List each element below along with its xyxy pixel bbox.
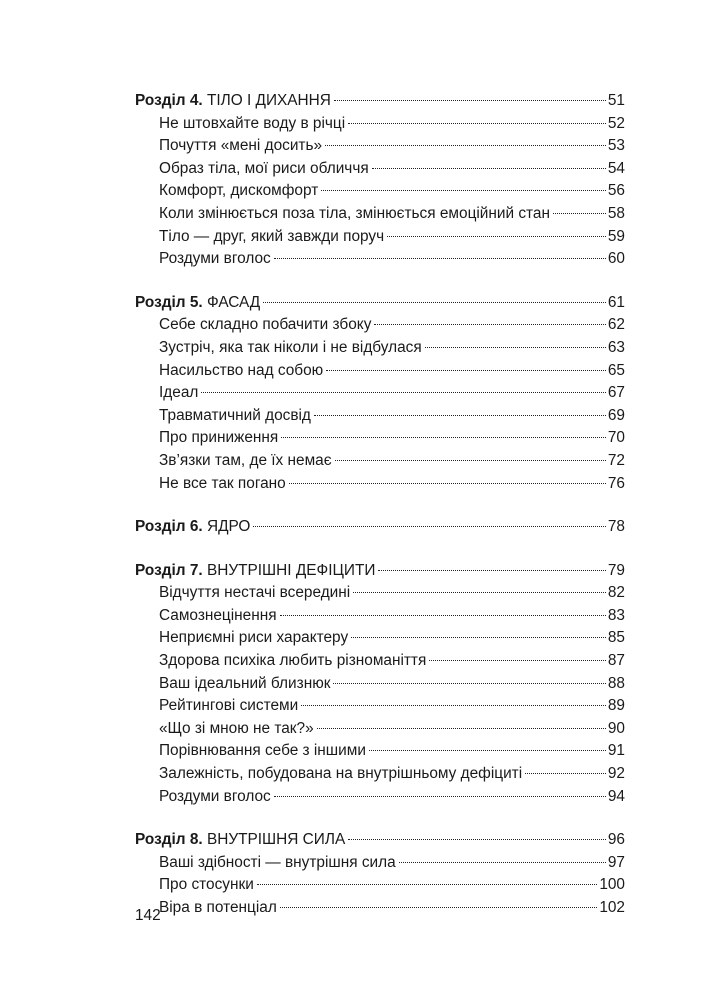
- subsection-page-number: 97: [607, 853, 625, 871]
- subsection-page-number: 59: [607, 227, 625, 245]
- subsection-page-number: 60: [607, 250, 625, 268]
- subsection-entry: [135, 718, 625, 741]
- dot-leader: [257, 884, 598, 885]
- table-of-contents: [135, 90, 625, 941]
- chapter-prefix: Розділ 5.: [135, 293, 203, 311]
- dot-leader: [314, 415, 606, 416]
- subsection-entry: [135, 673, 625, 696]
- subsection-entry: [135, 582, 625, 605]
- dot-leader: [333, 683, 605, 684]
- chapter-page-number: 96: [607, 831, 625, 849]
- chapter-entry: [135, 292, 625, 315]
- dot-leader: [317, 728, 606, 729]
- dot-leader: [387, 236, 606, 237]
- chapter-prefix: Розділ 4.: [135, 92, 203, 109]
- subsection-page-number: 90: [607, 719, 625, 737]
- subsection-page-number: 85: [607, 629, 625, 647]
- subsection-entry: [135, 158, 625, 181]
- dot-leader: [351, 637, 606, 638]
- dot-leader: [348, 123, 606, 124]
- subsection-title: Зв’язки там, де їх немає: [159, 451, 332, 469]
- subsection-entry: [135, 627, 625, 650]
- chapter-title: ФАСАД: [206, 293, 261, 311]
- subsection-entry: [135, 605, 625, 628]
- subsection-title: Відчуття нестачі всередині: [159, 584, 351, 602]
- chapter-entry: [135, 560, 625, 583]
- dot-leader: [301, 705, 606, 706]
- toc-section: [135, 90, 625, 271]
- chapter-page-number: 51: [607, 92, 625, 109]
- subsection-page-number: 82: [607, 584, 625, 602]
- subsection-entry: [135, 740, 625, 763]
- dot-leader: [280, 615, 606, 616]
- subsection-page-number: 62: [607, 316, 625, 334]
- chapter-heading: [135, 90, 331, 113]
- dot-leader: [374, 324, 605, 325]
- subsection-title: Ваші здібності — внутрішня сила: [159, 853, 396, 871]
- subsection-page-number: 70: [607, 429, 625, 447]
- subsection-entry: [135, 786, 625, 809]
- dot-leader: [326, 370, 606, 371]
- dot-leader: [289, 483, 606, 484]
- subsection-entry: [135, 450, 625, 473]
- subsection-page-number: 69: [607, 406, 625, 424]
- subsection-page-number: 88: [607, 674, 625, 692]
- subsection-title: Про стосунки: [159, 876, 254, 894]
- subsection-entry: [135, 405, 625, 428]
- chapter-entry: [135, 829, 625, 852]
- subsection-page-number: 67: [607, 384, 625, 402]
- chapter-heading: [135, 516, 250, 539]
- subsection-title: Травматичний досвід: [159, 406, 311, 424]
- toc-section: [135, 560, 625, 809]
- chapter-prefix: Розділ 6.: [135, 518, 203, 536]
- chapter-entry: [135, 90, 625, 113]
- subsection-page-number: 102: [599, 899, 625, 916]
- subsection-title: Ідеал: [159, 384, 199, 402]
- chapter-title: ЯДРО: [206, 518, 251, 536]
- subsection-title: «Що зі мною не так?»: [159, 719, 314, 737]
- subsection-entry: [135, 650, 625, 673]
- toc-section: [135, 516, 625, 539]
- subsection-page-number: 63: [607, 338, 625, 356]
- subsection-entry: [135, 337, 625, 360]
- subsection-page-number: 52: [607, 114, 625, 132]
- subsection-entry: [135, 314, 625, 337]
- dot-leader: [281, 437, 606, 438]
- chapter-prefix: Розділ 8.: [135, 831, 203, 849]
- dot-leader: [325, 145, 606, 146]
- subsection-page-number: 76: [607, 474, 625, 492]
- dot-leader: [274, 796, 606, 797]
- subsection-page-number: 94: [607, 787, 625, 805]
- chapter-prefix: Розділ 7.: [135, 561, 203, 579]
- chapter-title: ВНУТРІШНЯ СИЛА: [206, 831, 346, 849]
- subsection-entry: [135, 180, 625, 203]
- subsection-entry: [135, 113, 625, 136]
- subsection-entry: [135, 226, 625, 249]
- subsection-title: Себе складно побачити збоку: [159, 316, 372, 334]
- subsection-page-number: 83: [607, 606, 625, 624]
- subsection-page-number: 100: [599, 876, 625, 894]
- dot-leader: [201, 392, 606, 393]
- subsection-page-number: 58: [607, 204, 625, 222]
- subsection-title: Ваш ідеальний близнюк: [159, 674, 331, 692]
- subsection-entry: [135, 852, 625, 875]
- subsection-title: Коли змінюється поза тіла, змінюється емоційний стан: [159, 204, 550, 222]
- subsection-title: Самознецінення: [159, 606, 277, 624]
- subsection-title: Не все так погано: [159, 474, 286, 492]
- subsection-page-number: 72: [607, 451, 625, 469]
- subsection-page-number: 87: [607, 652, 625, 670]
- dot-leader: [372, 168, 606, 169]
- chapter-page-number: 79: [607, 561, 625, 579]
- chapter-title: ВНУТРІШНІ ДЕФІЦИТИ: [206, 561, 376, 579]
- chapter-heading: [135, 292, 260, 315]
- subsection-title: Почуття «мені досить»: [159, 137, 323, 155]
- dot-leader: [525, 773, 606, 774]
- subsection-title: Порівнювання себе з іншими: [159, 742, 366, 760]
- subsection-entry: [135, 382, 625, 405]
- dot-leader: [274, 258, 606, 259]
- dot-leader: [399, 862, 606, 863]
- dot-leader: [335, 460, 606, 461]
- dot-leader: [353, 592, 606, 593]
- dot-leader: [369, 750, 606, 751]
- subsection-page-number: 65: [607, 361, 625, 379]
- dot-leader: [263, 302, 606, 303]
- dot-leader: [429, 660, 606, 661]
- subsection-entry: [135, 203, 625, 226]
- dot-leader: [280, 907, 598, 908]
- chapter-page-number: 61: [607, 293, 625, 311]
- dot-leader: [253, 526, 605, 527]
- subsection-page-number: 56: [607, 182, 625, 200]
- subsection-page-number: 53: [607, 137, 625, 155]
- subsection-title: Тіло — друг, який завжди поруч: [159, 227, 385, 245]
- subsection-page-number: 54: [607, 159, 625, 177]
- chapter-heading: [135, 829, 345, 852]
- subsection-title: Не штовхайте воду в річці: [159, 114, 346, 132]
- subsection-title: Про приниження: [159, 429, 279, 447]
- subsection-title: Насильство над собою: [159, 361, 324, 379]
- subsection-title: Віра в потенціал: [159, 899, 277, 916]
- subsection-entry: [135, 695, 625, 718]
- dot-leader: [378, 570, 605, 571]
- subsection-title: Роздуми вголос: [159, 250, 271, 268]
- dot-leader: [334, 100, 606, 101]
- subsection-title: Роздуми вголос: [159, 787, 271, 805]
- subsection-title: Рейтингові системи: [159, 697, 299, 715]
- dot-leader: [553, 213, 606, 214]
- dot-leader: [425, 347, 606, 348]
- subsection-title: Зустріч, яка так ніколи і не відбулася: [159, 338, 422, 356]
- toc-section: [135, 829, 625, 919]
- chapter-page-number: 78: [607, 518, 625, 536]
- subsection-title: Комфорт, дискомфорт: [159, 182, 319, 200]
- subsection-entry: [135, 248, 625, 271]
- dot-leader: [348, 839, 606, 840]
- subsection-entry: [135, 763, 625, 786]
- subsection-entry: [135, 897, 625, 920]
- subsection-title: Неприємні риси характеру: [159, 629, 349, 647]
- subsection-entry: [135, 874, 625, 897]
- subsection-page-number: 92: [607, 765, 625, 783]
- chapter-heading: [135, 560, 375, 583]
- subsection-page-number: 91: [607, 742, 625, 760]
- subsection-entry: [135, 427, 625, 450]
- page-number: 142: [135, 907, 161, 924]
- chapter-entry: [135, 516, 625, 539]
- subsection-page-number: 89: [607, 697, 625, 715]
- toc-section: [135, 292, 625, 495]
- subsection-title: Здорова психіка любить різноманіття: [159, 652, 427, 670]
- chapter-title: ТІЛО І ДИХАННЯ: [206, 92, 331, 109]
- subsection-title: Образ тіла, мої риси обличчя: [159, 159, 369, 177]
- dot-leader: [321, 190, 606, 191]
- subsection-entry: [135, 473, 625, 496]
- subsection-entry: [135, 360, 625, 383]
- subsection-title: Залежність, побудована на внутрішньому дефіциті: [159, 765, 523, 783]
- subsection-entry: [135, 135, 625, 158]
